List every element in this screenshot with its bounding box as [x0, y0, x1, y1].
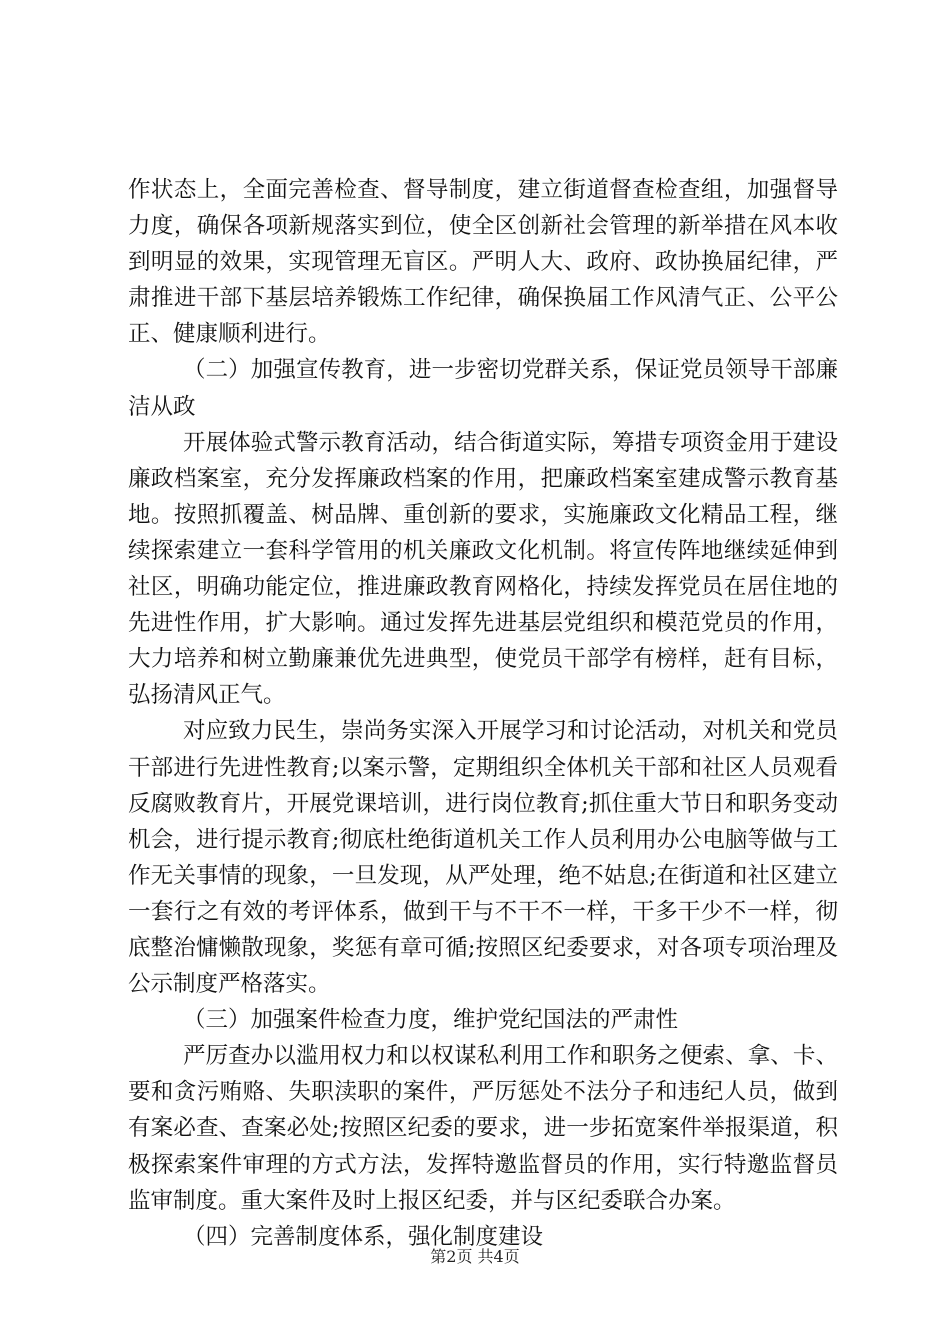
- paragraph-cases: 严厉查办以滥用权力和以权谋私利用工作和职务之便索、拿、卡、要和贪污贿赂、失职渎职的案件，严厉惩处不法分子和违纪人员，做到有案必查、查案必处;按照区纪委的要求，进一步拓宽案件举报渠道，积极探索案件审理的方式方法，发挥特邀监督员的作用，实行特邀监督员监审制度。重大案件及时上报区纪委，并与区纪委联合办案。: [128, 1043, 838, 1214]
- section-heading-4: （四）完善制度体系，强化制度建设: [183, 1223, 544, 1250]
- section-heading-3: （三）加强案件检查力度，维护党纪国法的严肃性: [183, 1007, 679, 1034]
- paragraph-education: 开展体验式警示教育活动，结合街道实际，筹措专项资金用于建设廉政档案室，充分发挥廉政档案的作用，把廉政档案室建成警示教育基地。按照抓覆盖、树品牌、重创新的要求，实施廉政文化精品工程，继续探索建立一套科学管用的机关廉政文化机制。将宣传阵地继续延伸到社区，明确功能定位，推进廉政教育网格化，持续发挥党员在居住地的先进性作用，扩大影响。通过发挥先进基层党组织和模范党员的作用，大力培养和树立勤廉兼优先进典型，使党员干部学有榜样，赶有目标，弘扬清风正气。: [128, 429, 838, 709]
- page-number-footer: 第2页 共4页: [430, 1247, 520, 1266]
- section-heading-2: （二）加强宣传教育，进一步密切党群关系，保证党员领导干部廉洁从政: [128, 357, 838, 420]
- paragraph-livelihood: 对应致力民生，崇尚务实深入开展学习和讨论活动，对机关和党员干部进行先进性教育;以案示警，定期组织全体机关干部和社区人员观看反腐败教育片，开展党课培训，进行岗位教育;抓住重大节日和职务变动机会，进行提示教育;彻底杜绝街道机关工作人员利用办公电脑等做与工作无关事情的现象，一旦发现，从严处理，绝不姑息;在街道和社区建立一套行之有效的考评体系，做到干与不干不一样，干多干少不一样，彻底整治慵懒散现象，奖惩有章可循;按照区纪委要求，对各项专项治理及公示制度严格落实。: [128, 718, 838, 998]
- document-body: [128, 172, 838, 1255]
- paragraph-continuation: 作状态上，全面完善检查、督导制度，建立街道督查检查组，加强督导力度，确保各项新规落实到位，使全区创新社会管理的新举措在风本收到明显的效果，实现管理无盲区。严明人大、政府、政协换届纪律，严肃推进干部下基层培养锻炼工作纪律，确保换届工作风清气正、公平公正、健康顺利进行。: [128, 177, 838, 348]
